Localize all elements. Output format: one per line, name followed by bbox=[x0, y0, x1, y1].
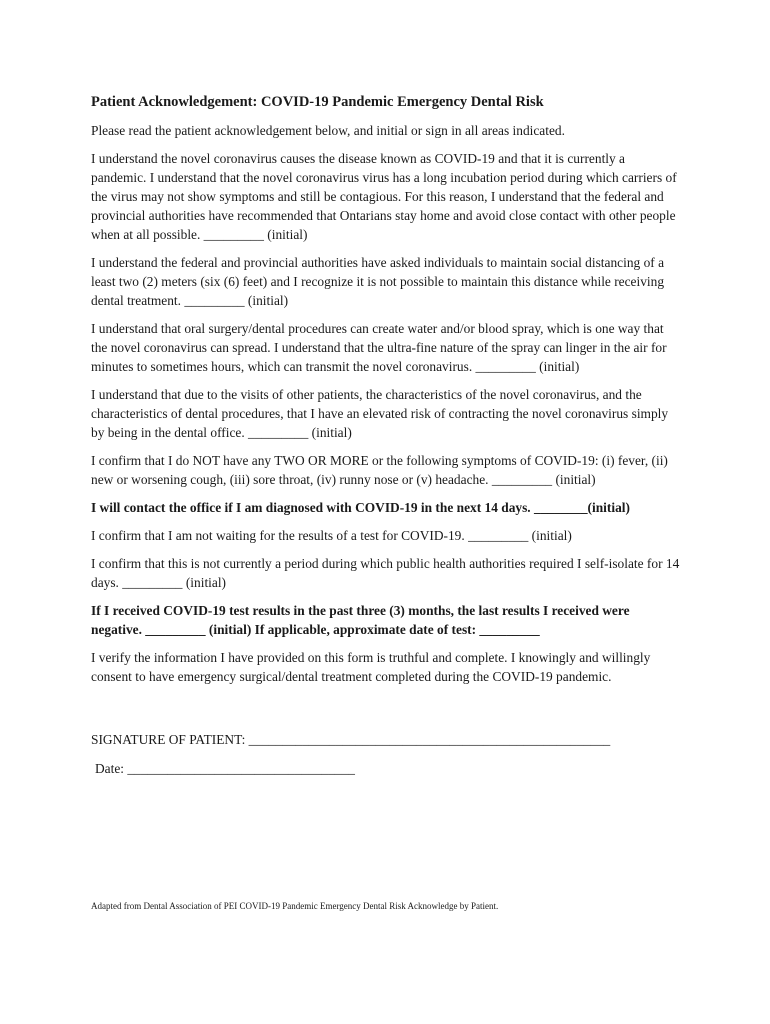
paragraph-symptoms: I confirm that I do NOT have any TWO OR MORE or the following symptoms of COVID-19: (i) fever, (ii) new or worsening cough, (iii) sore throat, (iv) runny nose or (v) headache. _________ (initial) bbox=[91, 453, 668, 487]
paragraph-test-results-pending: I confirm that I am not waiting for the results of a test for COVID-19. _________ (initial) bbox=[91, 528, 572, 543]
paragraph-spray: I understand that oral surgery/dental procedures can create water and/or blood spray, which is one way that the novel coronavirus can spread. I understand that the ultra-fine nature of the spray can linger in the air for minutes to sometimes hours, which can transmit the novel coronavirus. _________ (initial) bbox=[91, 321, 667, 374]
intro-paragraph: Please read the patient acknowledgement below, and initial or sign in all areas indicated. bbox=[91, 123, 565, 138]
paragraph-test-negative: If I received COVID-19 test results in the past three (3) months, the last results I received were negative. _________ (initial) If applicable, approximate date of test: _________ bbox=[91, 603, 630, 637]
paragraph-elevated-risk: I understand that due to the visits of other patients, the characteristics of the novel coronavirus, and the characteristics of dental procedures, that I have an elevated risk of contracting the novel coronavirus simply by being in the dental office. _________ (initial) bbox=[91, 387, 669, 440]
signature-line: SIGNATURE OF PATIENT: ______________________________________________________ bbox=[91, 732, 611, 747]
footer-note: Adapted from Dental Association of PEI COVID-19 Pandemic Emergency Dental Risk Acknowledge by Patient. bbox=[91, 901, 499, 911]
paragraph-consent: I verify the information I have provided on this form is truthful and complete. I knowingly and willingly consent to have emergency surgical/dental treatment completed during the COVID-19 pandemic. bbox=[91, 650, 651, 684]
paragraph-contact-office: I will contact the office if I am diagnosed with COVID-19 in the next 14 days. ________(initial) bbox=[91, 500, 630, 515]
document-title: Patient Acknowledgement: COVID-19 Pandemic Emergency Dental Risk bbox=[91, 94, 544, 110]
date-line: Date: __________________________________ bbox=[95, 761, 355, 776]
paragraph-self-isolate: I confirm that this is not currently a period during which public health authorities required I self-isolate for 14 days. _________ (initial) bbox=[91, 556, 680, 590]
spacer bbox=[91, 695, 681, 730]
paragraph-social-distancing: I understand the federal and provincial authorities have asked individuals to maintain social distancing of a least two (2) meters (six (6) feet) and I recognize it is not possible to maintain this distance while receiving dental treatment. _________ (initial) bbox=[91, 255, 665, 308]
document-body bbox=[91, 92, 681, 778]
paragraph-incubation: I understand the novel coronavirus causes the disease known as COVID-19 and that it is currently a pandemic. I understand that the novel coronavirus virus has a long incubation period during which carriers of the virus may not show symptoms and still be contagious. For this reason, I understand that the federal and provincial authorities have recommended that Ontarians stay home and avoid close contact with other people when at all possible. _________ (initial) bbox=[91, 151, 677, 242]
